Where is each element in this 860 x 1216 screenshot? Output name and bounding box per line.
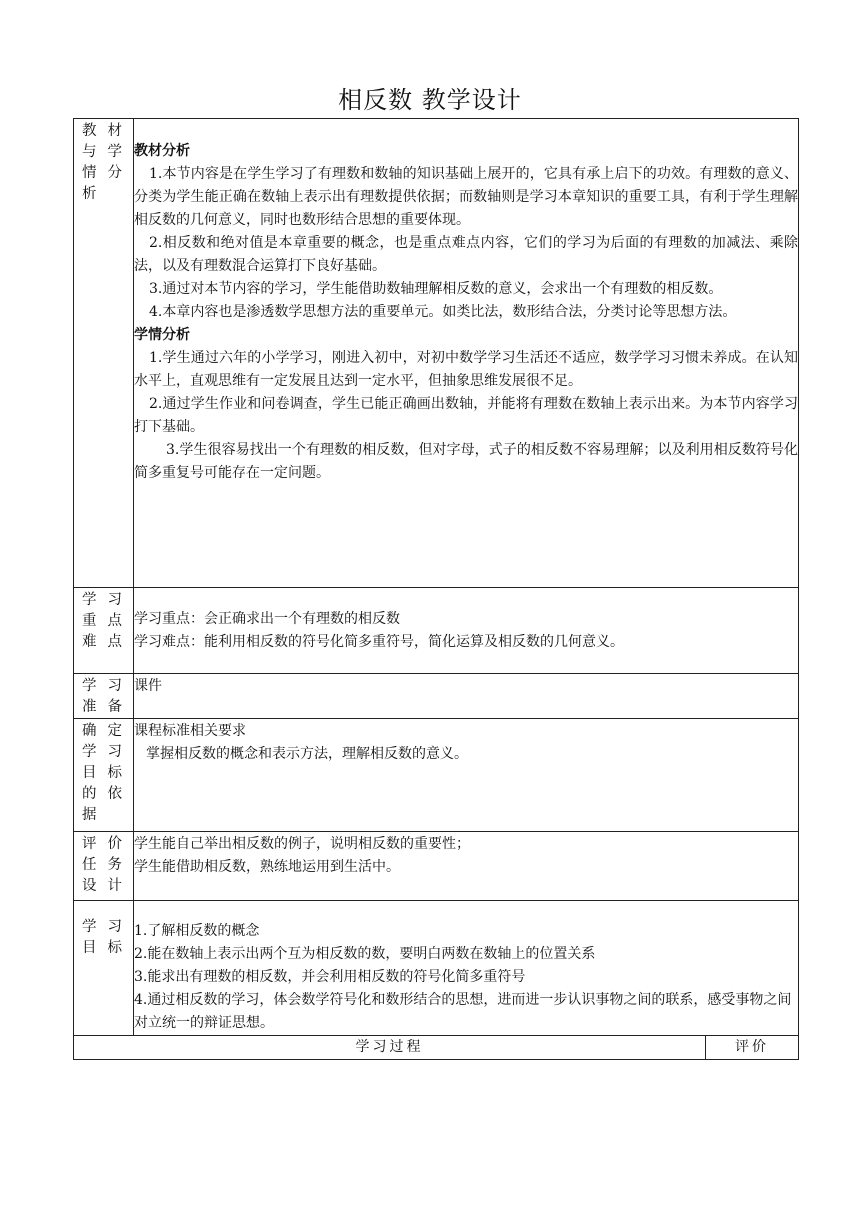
preparation-text: 课件: [134, 678, 162, 694]
student-item-2: 2.通过学生作业和问卷调查，学生已能正确画出数轴，并能将有理数在数轴上表示出来。为本节内容学习打下基础。: [134, 396, 799, 435]
evaluation-task-1: 学生能自己举出相反数的例子，说明相反数的重要性；: [134, 836, 470, 852]
analysis-content: [134, 119, 799, 588]
analysis-row: [74, 119, 799, 588]
process-header: 学习过程: [74, 1036, 706, 1060]
evaluation-row: [74, 832, 799, 901]
textbook-item-1: 1.本节内容是在学生学习了有理数和数轴的知识基础上展开的，它具有承上启下的功效。有理数的意义、分类为学生能正确在数轴上表示出有理数提供依据；而数轴则是学习本章知识的重要工具，有利于学生理解相反数的几何意义，同时也数形结合思想的重要体现。: [134, 166, 799, 228]
objective-1: 1.了解相反数的概念: [134, 923, 260, 939]
basis-label: 确定学习目标的依据: [82, 723, 122, 823]
preparation-row: [74, 674, 799, 719]
difficulty-line: 学习难点：能利用相反数的符号化简多重符号，简化运算及相反数的几何意义。: [134, 634, 624, 650]
textbook-analysis-heading: 教材分析: [134, 143, 190, 159]
textbook-item-4: 4.本章内容也是渗透数学思想方法的重要单元。如类比法，数形结合法，分类讨论等思想方法。: [149, 304, 737, 320]
lesson-plan-table: [73, 118, 799, 1060]
key-points-row: [74, 588, 799, 674]
evaluation-content: [134, 832, 799, 901]
basis-label-cell: [74, 719, 134, 832]
evaluation-header: 评价: [706, 1036, 799, 1060]
basis-content: [134, 719, 799, 832]
preparation-label: 学习准备: [82, 678, 122, 715]
objectives-row: [74, 901, 799, 1036]
process-header-row: [74, 1036, 799, 1060]
basis-row: [74, 719, 799, 832]
objectives-label-cell: [74, 901, 134, 1036]
objectives-content: [134, 901, 799, 1036]
objectives-label: 学习目标: [82, 919, 122, 956]
basis-requirement: 掌握相反数的概念和表示方法，理解相反数的意义。: [146, 746, 468, 762]
key-point-line: 学习重点：会正确求出一个有理数的相反数: [134, 611, 400, 627]
textbook-item-2: 2.相反数和绝对值是本章重要的概念，也是重点难点内容，它们的学习为后面的有理数的加减法、乘除法，以及有理数混合运算打下良好基础。: [134, 235, 799, 274]
objective-3: 3.能求出有理数的相反数，并会利用相反数的符号化简多重符号: [134, 969, 526, 985]
student-item-1: 1.学生通过六年的小学学习，刚进入初中，对初中数学学习生活还不适应，数学学习习惯未养成。在认知水平上，直观思维有一定发展且达到一定水平，但抽象思维发展很不足。: [134, 350, 799, 389]
analysis-label-cell: [74, 119, 134, 588]
preparation-label-cell: [74, 674, 134, 719]
key-points-content: [134, 588, 799, 674]
objective-2: 2.能在数轴上表示出两个互为相反数的数，要明白两数在数轴上的位置关系: [134, 946, 596, 962]
student-analysis-heading: 学情分析: [134, 327, 190, 343]
textbook-item-3: 3.通过对本节内容的学习，学生能借助数轴理解相反数的意义，会求出一个有理数的相反数。: [149, 281, 723, 297]
key-points-label: 学习重点难点: [82, 592, 122, 650]
key-points-label-cell: [74, 588, 134, 674]
evaluation-label-cell: [74, 832, 134, 901]
evaluation-task-2: 学生能借助相反数，熟练地运用到生活中。: [134, 859, 400, 875]
objective-4: 4.通过相反数的学习，体会数学符号化和数形结合的思想，进而进一步认识事物之间的联系，感受事物之间对立统一的辩证思想。: [134, 992, 792, 1031]
basis-heading: 课程标准相关要求: [134, 723, 246, 739]
evaluation-label: 评价任务设计: [82, 836, 122, 894]
preparation-content: [134, 674, 799, 719]
analysis-label: 教材与学情分析: [82, 123, 122, 202]
document-title: 相反数 教学设计: [338, 86, 522, 114]
student-item-3: 3.学生很容易找出一个有理数的相反数，但对字母，式子的相反数不容易理解；以及利用相反数符号化简多重复号可能存在一定问题。: [134, 442, 799, 481]
